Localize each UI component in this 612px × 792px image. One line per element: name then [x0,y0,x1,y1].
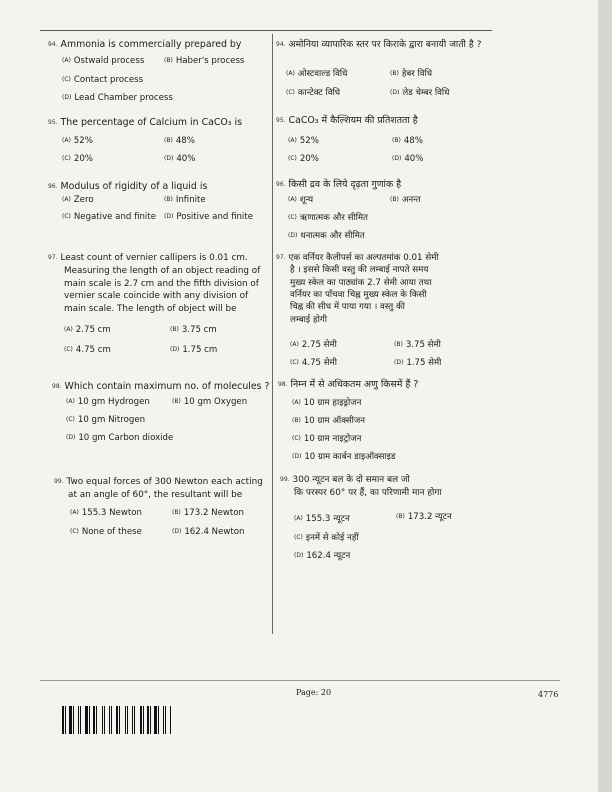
q95-en-option-a[interactable]: (A) 52% [62,136,93,146]
q96-en-option-c[interactable]: (C) Negative and finite [62,212,156,222]
q98-hi-option-c[interactable]: (C) 10 ग्राम नाइट्रोजन [292,434,362,444]
barcode-bar [93,706,95,734]
barcode-bar [119,706,120,734]
q94-en-option-a[interactable]: (A) Ostwald process [62,56,145,66]
barcode-bar [78,706,79,734]
q97-en: 97. Least count of vernier callipers is 0.01 cm. Measuring the length of an object reading of main scale is 2.7 cm and the fifth division of vernier scale coincide with any division of main scale. The length of object will be [48,253,261,314]
q98-en-option-c[interactable]: (C) 10 gm Nitrogen [66,415,146,425]
q95-en-option-c[interactable]: (C) 20% [62,154,93,164]
barcode-bar [158,706,159,734]
barcode-bar [89,706,90,734]
q99-en-option-d[interactable]: (D) 162.4 Newton [172,527,245,537]
barcode-bar [147,706,149,734]
barcode-bar [121,706,124,734]
q98-en: 98. Which contain maximum no. of molecules ? [52,381,270,392]
barcode-bar [65,706,66,734]
barcode-bar [134,706,135,734]
barcode-bar [82,706,84,734]
barcode-bar [127,706,128,734]
q99-en: 99. Two equal forces of 300 Newton each acting at an angle of 60°, the resultant will be [54,477,263,500]
q99-hi-option-c[interactable]: (C) इनमें से कोई नहीं [294,533,359,543]
barcode-bar [96,706,97,734]
q95-hi-option-c[interactable]: (C) 20% [288,154,319,164]
q99-hi-option-b[interactable]: (B) 173.2 न्यूटन [396,512,452,522]
q96-en-option-a[interactable]: (A) Zero [62,195,94,205]
q95-hi-option-a[interactable]: (A) 52% [288,136,319,146]
barcode-bar [136,706,139,734]
q94-en-option-d[interactable]: (D) Lead Chamber process [62,93,173,103]
barcode-bar [116,706,118,734]
barcode-bar [111,706,112,734]
barcode-bar [125,706,126,734]
barcode-bar [75,706,77,734]
barcode-bar [129,706,131,734]
barcode-bar [140,706,142,734]
q94-en [48,38,270,52]
barcode-bar [132,706,133,734]
q95-hi: 95. CaCO₃ में कैल्शियम की प्रतिशतता है [276,115,418,126]
barcode-bar [73,706,74,734]
barcode-icon [62,706,172,734]
barcode-bar [163,706,164,734]
barcode-bar [109,706,110,734]
barcode-bar [160,706,162,734]
q96-hi-option-d[interactable]: (D) धनात्मक और सीमित [288,231,365,241]
q95-hi-option-b[interactable]: (B) 48% [392,136,423,146]
barcode-bar [143,706,144,734]
barcode-bar [102,706,103,734]
q94-hi-option-d[interactable]: (D) लेड चेम्बर विधि [390,88,450,98]
q95-en-option-d[interactable]: (D) 40% [164,154,196,164]
q97-hi-option-a[interactable]: (A) 2.75 सेमी [290,340,337,350]
q99-hi-option-a[interactable]: (A) 155.3 न्यूटन [294,514,350,524]
q99-en-option-b[interactable]: (B) 173.2 Newton [172,508,244,518]
q98-hi-option-d[interactable]: (D) 10 ग्राम कार्बन डाइऑक्साइड [292,452,396,462]
barcode-bar [152,706,153,734]
barcode-bar [113,706,115,734]
q96-hi: 96. किसी द्रव के लिये दृढ़ता गुणांक है [276,179,402,190]
question-text: Ammonia is commercially prepared by [60,39,242,50]
page-number: Page: 20 [296,688,332,697]
footer-rule [40,680,560,681]
q96-en-option-d[interactable]: (D) Positive and finite [164,212,253,222]
barcode-bar [150,706,151,734]
barcode-bar [165,706,166,734]
barcode-bar [91,706,92,734]
q96-hi-option-a[interactable]: (A) शून्य [288,195,314,205]
barcode-bar [80,706,81,734]
q96-hi-option-b[interactable]: (B) अनन्त [390,195,421,205]
top-rule [40,30,492,31]
barcode-bar [154,706,157,734]
q95-en-option-b[interactable]: (B) 48% [164,136,195,146]
booklet-code: 4776 [538,690,559,699]
barcode-bar [85,706,88,734]
barcode-bar [62,706,64,734]
q94-hi-option-b[interactable]: (B) हेबर विधि [390,69,433,79]
q98-en-option-b[interactable]: (B) 10 gm Oxygen [172,397,248,407]
q97-hi-option-b[interactable]: (B) 3.75 सेमी [394,340,441,350]
q96-hi-option-c[interactable]: (C) ऋणात्मक और सीमित [288,213,368,223]
barcode-bar [170,706,171,734]
q96-en-option-b[interactable]: (B) Infinite [164,195,206,205]
barcode-bar [69,706,72,734]
q98-hi-option-a[interactable]: (A) 10 ग्राम हाइड्रोजन [292,398,362,408]
q99-en-option-a[interactable]: (A) 155.3 Newton [70,508,142,518]
q94-hi-option-a[interactable]: (A) ओस्टवाल्ड विधि [286,69,348,79]
q97-hi-option-c[interactable]: (C) 4.75 सेमी [290,358,337,368]
barcode-bar [167,706,169,734]
q94-en-option-b[interactable]: (B) Haber's process [164,56,245,66]
page-edge [598,0,612,792]
q95-hi-option-d[interactable]: (D) 40% [392,154,424,164]
q97-hi-option-d[interactable]: (D) 1.75 सेमी [394,358,442,368]
q96-en: 96. Modulus of rigidity of a liquid is [48,181,208,192]
barcode-bar [106,706,108,734]
barcode-bar [98,706,101,734]
q95-en: 95. The percentage of Calcium in CaCO₃ is [48,117,243,128]
barcode-bar [67,706,68,734]
q99-en-option-c[interactable]: (C) None of these [70,527,142,537]
q97-en-option-d[interactable]: (D) 1.75 cm [170,345,218,355]
q97-en-option-a[interactable]: (A) 2.75 cm [64,325,111,335]
q98-en-option-d[interactable]: (D) 10 gm Carbon dioxide [66,433,174,443]
question-number: 94. [48,41,58,48]
q99-hi-option-d[interactable]: (D) 162.4 न्यूटन [294,551,351,561]
barcode-bar [104,706,105,734]
q98-hi: 98. निम्न में से अधिकतम अणु किसमें हैं ? [278,379,419,390]
q98-hi-option-b[interactable]: (B) 10 ग्राम ऑक्सीजन [292,416,366,426]
q97-en-option-b[interactable]: (B) 3.75 cm [170,325,217,335]
q94-hi: 94. अमोनिया व्यापारिक स्तर पर किराके द्वारा बनायी जाती है ? [276,39,482,50]
q94-hi-option-c[interactable]: (C) कान्टेक्ट विधि [286,88,340,98]
q99-hi: 99. 300 न्यूटन बल के दो समान बल जो कि परस्पर 60° पर हैं, का परिणामी मान होगा [280,475,442,498]
q97-en-option-c[interactable]: (C) 4.75 cm [64,345,111,355]
q94-en-option-c[interactable]: (C) Contact process [62,75,144,85]
q97-hi: 97. एक वर्नियर कैलीपर्स का अल्पतमांक 0.01 सेमी है । इससे किसी वस्तु की लम्बाई नापते समय मुख्य स्केल का पाठ्यांक 2.7 सेमी आया तथा वर्नियर का पाँचवा चिह्न मुख्य स्केल के किसी चिह्न की सीध में पाया गया । वस्तु की लम्बाई होगी [276,253,439,325]
barcode-bar [145,706,146,734]
q98-en-option-a[interactable]: (A) 10 gm Hydrogen [66,397,150,407]
column-divider [272,34,273,634]
